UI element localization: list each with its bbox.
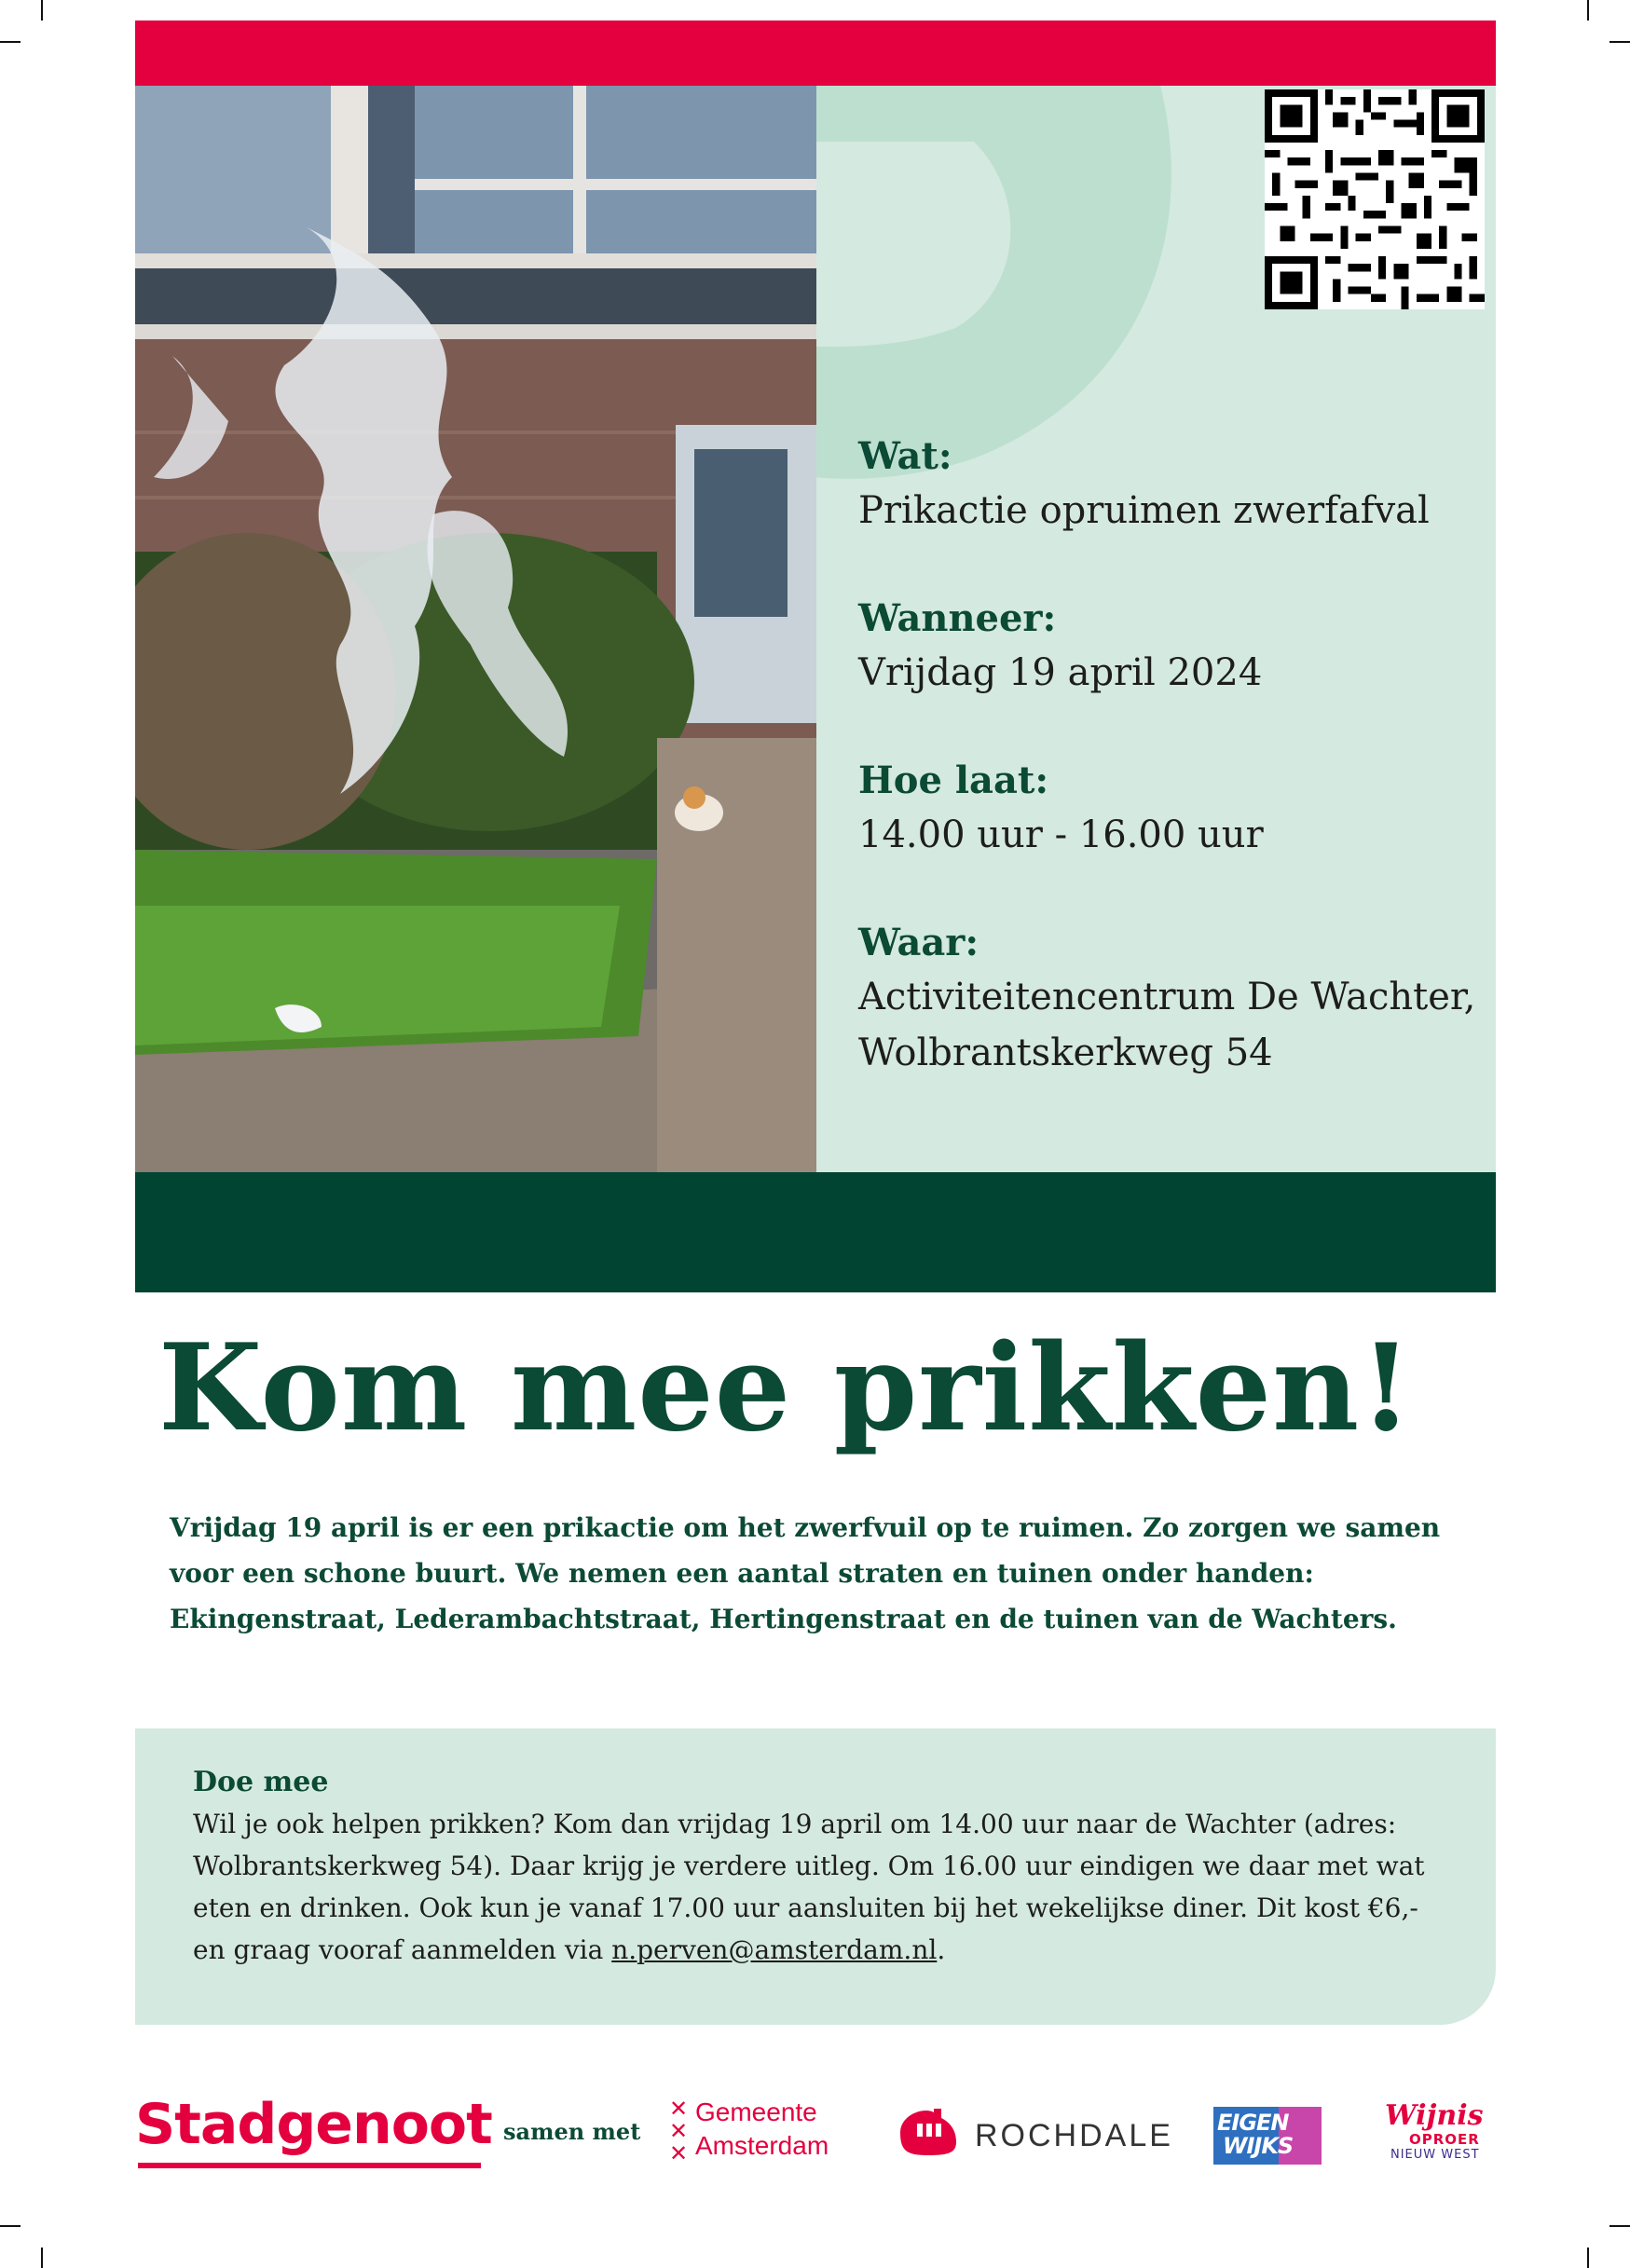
rochdale-logo: ROCHDALE — [975, 2118, 1173, 2153]
doe-mee-end: . — [937, 1934, 946, 1965]
info-where — [858, 917, 1483, 1081]
info-when — [858, 593, 1483, 701]
info-what — [858, 430, 1483, 539]
info-time — [858, 755, 1483, 863]
gemeente-line1: Gemeente — [695, 2097, 817, 2126]
stadgenoot-logo: Stadgenoot — [135, 2092, 492, 2157]
dark-green-bar — [135, 1172, 1496, 1292]
hero-panel — [135, 86, 1496, 1172]
amsterdam-xxx-icon: ✕ ✕ ✕ — [669, 2096, 689, 2166]
info-value: Activiteitencentrum De Wachter, Wolbrantskerkweg 54 — [858, 976, 1476, 1074]
crop-mark — [1609, 2225, 1630, 2227]
info-value: 14.00 uur - 16.00 uur — [858, 813, 1264, 856]
rochdale-building-icon — [897, 2105, 960, 2157]
info-label: Waar: — [858, 921, 979, 964]
info-label: Hoe laat: — [858, 758, 1049, 802]
top-red-bar — [135, 20, 1496, 86]
qr-code-icon[interactable] — [1265, 89, 1485, 309]
info-value: Vrijdag 19 april 2024 — [858, 651, 1263, 694]
email-link[interactable]: n.perven@amsterdam.nl — [611, 1934, 938, 1965]
event-info — [858, 430, 1483, 1135]
stadgenoot-underline — [138, 2163, 481, 2168]
eigen-wijks-logo — [1213, 2107, 1322, 2165]
crop-mark — [41, 0, 43, 20]
wijnis-oproer-logo — [1381, 2099, 1493, 2170]
page-title: Kom mee prikken! — [158, 1318, 1414, 1458]
doe-mee-box — [135, 1728, 1496, 2025]
crop-mark — [1609, 41, 1630, 43]
info-label: Wanneer: — [858, 596, 1057, 640]
crop-mark — [0, 41, 21, 43]
gemeente-amsterdam-logo — [695, 2096, 829, 2163]
samen-met-label: samen met — [503, 2118, 641, 2145]
wijnis-line1: Wijnis — [1385, 2099, 1484, 2132]
partner-logos — [0, 2083, 1630, 2185]
doe-mee-title: Doe mee — [193, 1766, 329, 1798]
eigen-line1: EIGEN — [1217, 2110, 1289, 2136]
doe-mee-body — [193, 1803, 1442, 1971]
crop-mark — [1587, 2248, 1589, 2268]
intro-paragraph: Vrijdag 19 april is er een prikactie om het zwerfvuil op te ruimen. Zo zorgen we samen voor een schone buurt. We nemen een aantal straten en tuinen onder handen: Ekingenstraat, Lederambachtstraat, Hertingenstraat en de tuinen van de Wachters. — [170, 1512, 1441, 1634]
crop-mark — [0, 2225, 21, 2227]
wijnis-line3: NIEUW WEST — [1390, 2148, 1480, 2162]
gemeente-line2: Amsterdam — [695, 2131, 829, 2160]
crop-mark — [41, 2248, 43, 2268]
eigen-line2: WIJKS — [1223, 2133, 1294, 2159]
wijnis-line2: OPROER — [1409, 2131, 1480, 2148]
hero-photo — [135, 86, 816, 1172]
crop-mark — [1587, 0, 1589, 20]
doe-mee-text: Wil je ook helpen prikken? Kom dan vrijdag 19 april om 14.00 uur naar de Wachter (adres: Wolbrantskerkweg 54). Daar krijg je verdere uitleg. Om 16.00 uur eindigen we daar met wat eten en drinken. Ook kun je vanaf 17.00 uur aansluiten bij het wekelijkse diner. Dit kost €6,- en graag vooraf aanmelden via — [193, 1809, 1425, 1965]
info-value: Prikactie opruimen zwerfafval — [858, 489, 1430, 532]
info-label: Wat: — [858, 434, 952, 478]
